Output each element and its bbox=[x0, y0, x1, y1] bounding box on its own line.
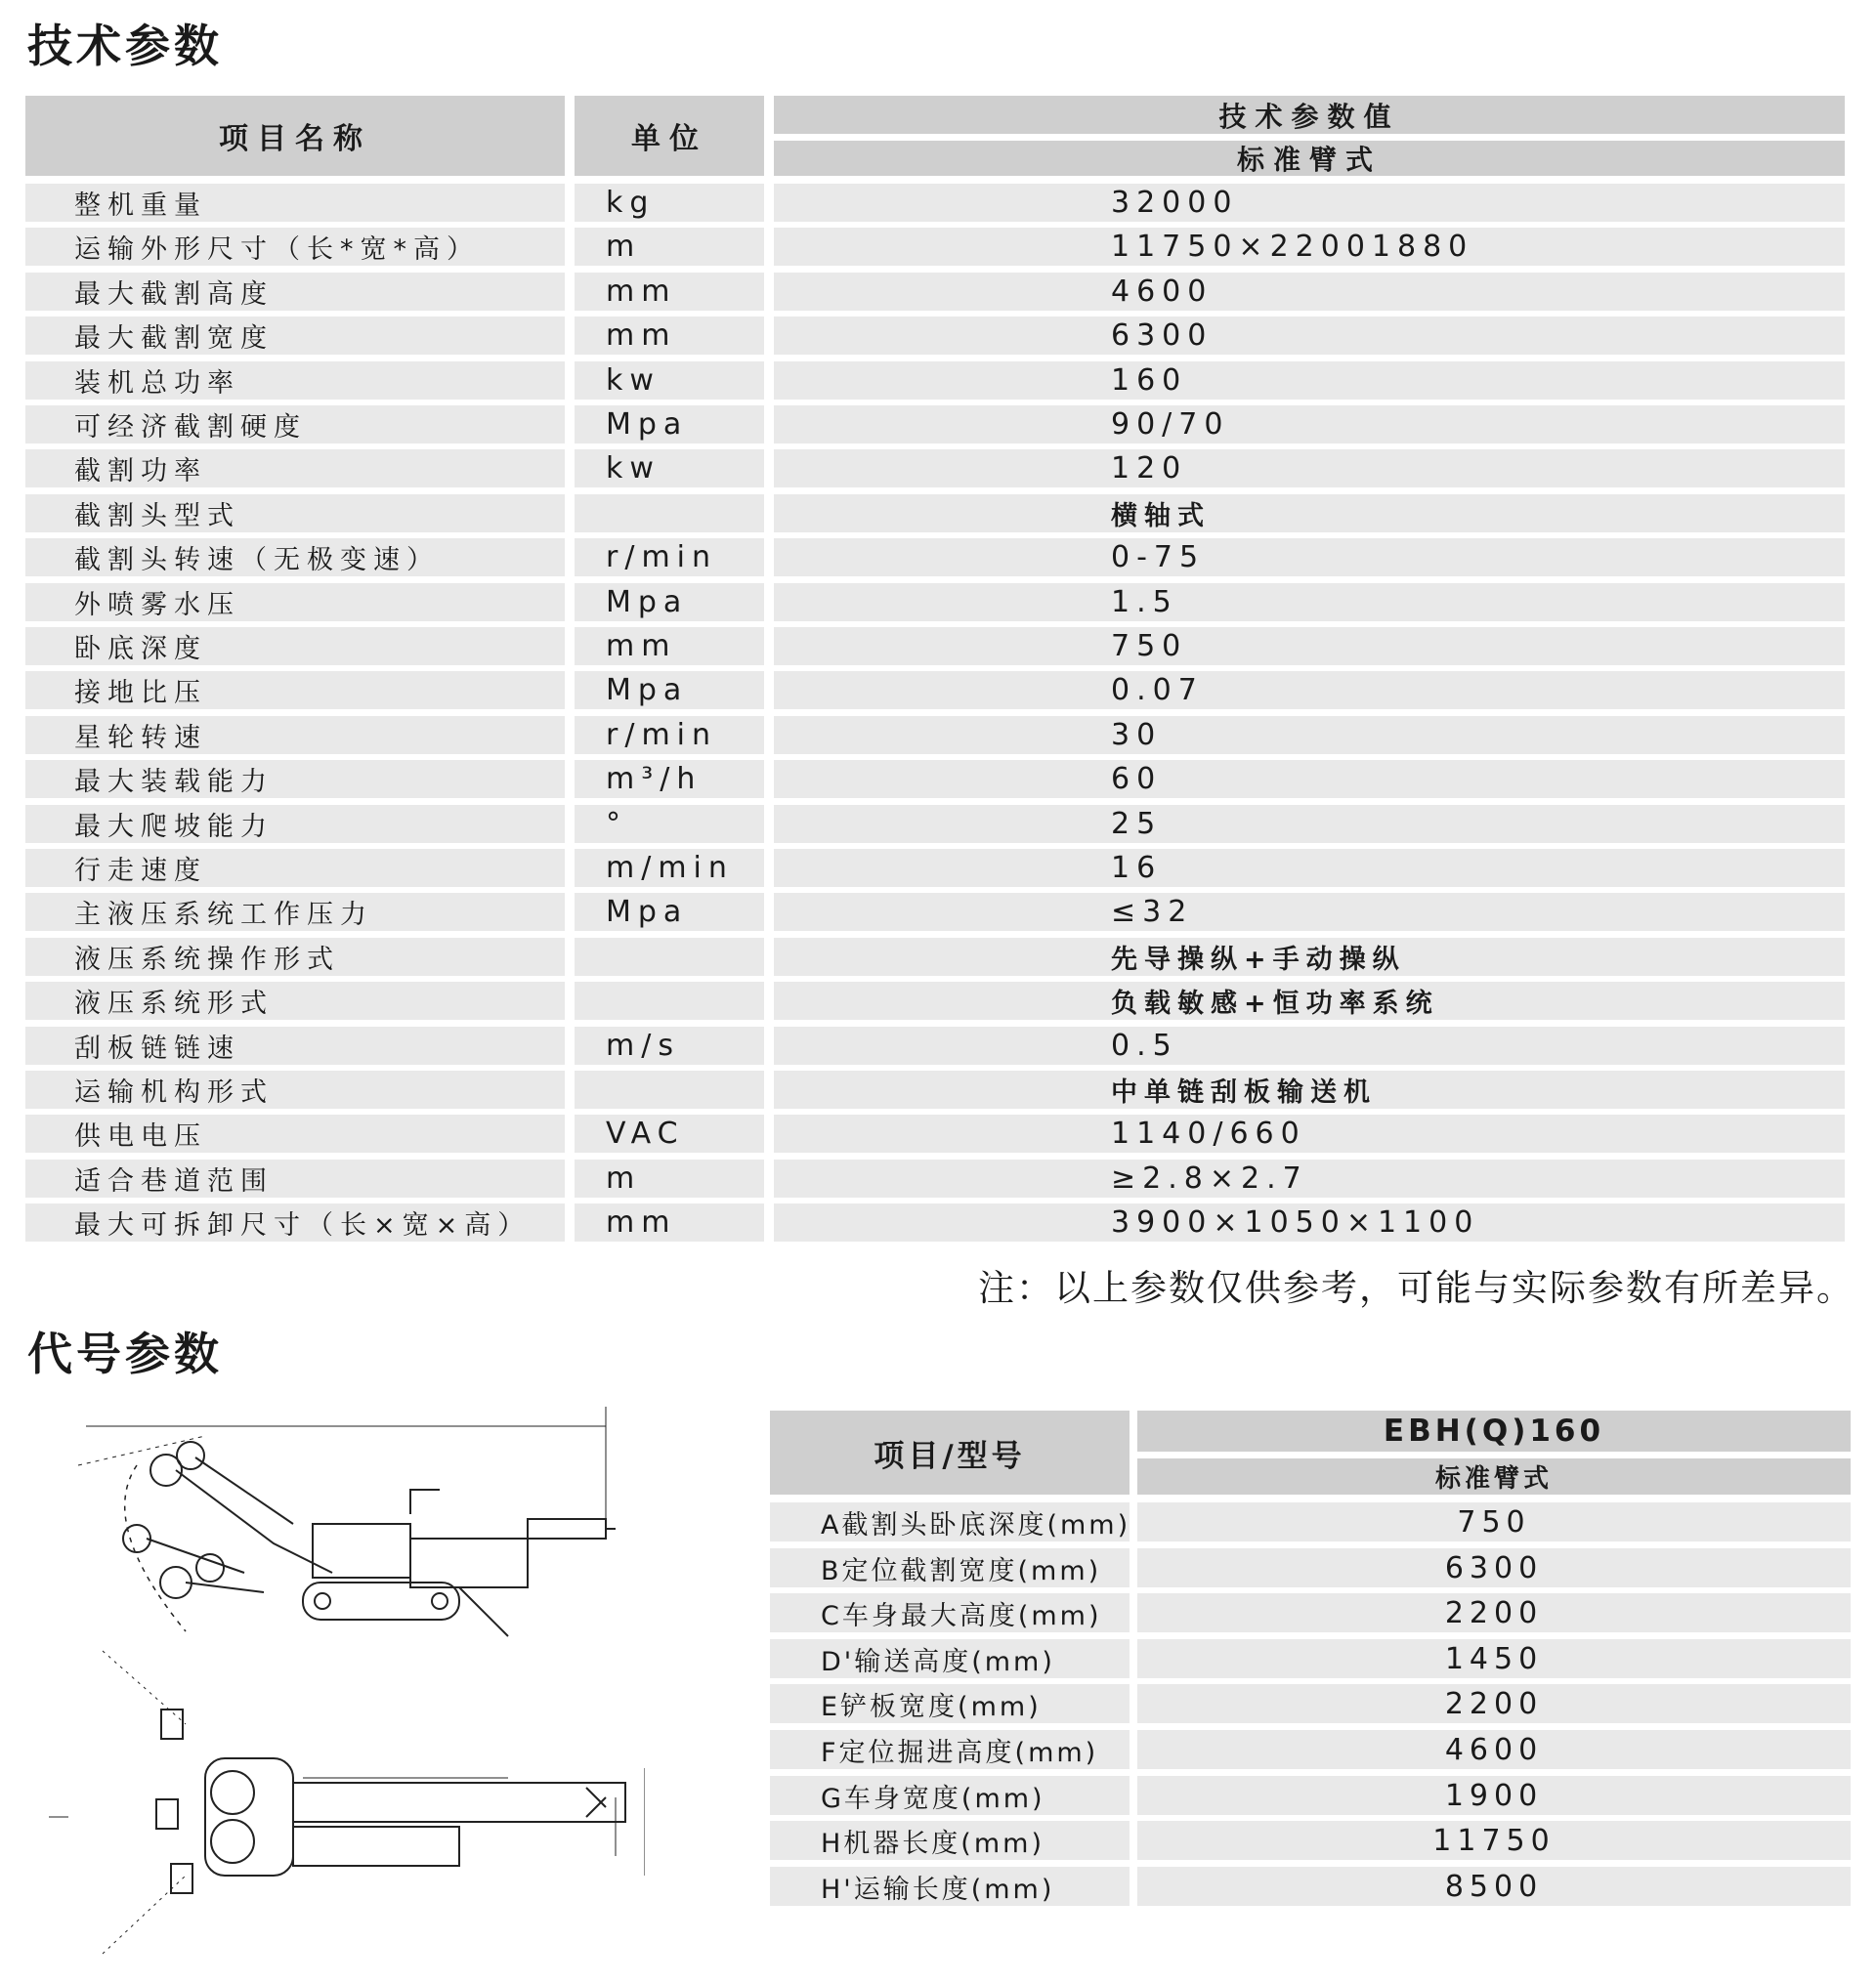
spec-header-value: 技术参数值 bbox=[774, 96, 1845, 134]
code-row-value: 2200 bbox=[1137, 1684, 1851, 1723]
code-row-value: 2200 bbox=[1137, 1593, 1851, 1632]
spec-row-value: 中单链刮板输送机 bbox=[774, 1071, 1845, 1109]
spec-row-name: 最大爬坡能力 bbox=[25, 805, 565, 843]
spec-row-unit: Mpa bbox=[575, 671, 764, 709]
code-row-name: D'输送高度(mm) bbox=[770, 1639, 1130, 1678]
spec-row-unit: m/min bbox=[575, 849, 764, 887]
spec-row-unit bbox=[575, 982, 764, 1020]
spec-row-unit: kw bbox=[575, 449, 764, 487]
spec-row-unit: kg bbox=[575, 184, 764, 222]
code-row-value: 750 bbox=[1137, 1502, 1851, 1541]
spec-row-value: 16 bbox=[774, 849, 1845, 887]
spec-row-name: 适合巷道范围 bbox=[25, 1160, 565, 1198]
spec-row-unit: m bbox=[575, 228, 764, 266]
spec-row-value: 6300 bbox=[774, 317, 1845, 355]
spec-header-unit: 单位 bbox=[575, 96, 764, 176]
code-row-value: 1450 bbox=[1137, 1639, 1851, 1678]
spec-row-name: 外喷雾水压 bbox=[25, 583, 565, 621]
spec-row-name: 整机重量 bbox=[25, 184, 565, 222]
code-header-name: 项目/型号 bbox=[770, 1411, 1130, 1495]
code-row-name: F定位掘进高度(mm) bbox=[770, 1730, 1130, 1769]
spec-row-unit bbox=[575, 1071, 764, 1109]
spec-row-unit: Mpa bbox=[575, 893, 764, 931]
spec-row-name: 液压系统形式 bbox=[25, 982, 565, 1020]
spec-row-name: 可经济截割硬度 bbox=[25, 405, 565, 443]
spec-row-value: 25 bbox=[774, 805, 1845, 843]
code-row-name: H机器长度(mm) bbox=[770, 1821, 1130, 1860]
spec-row-name: 星轮转速 bbox=[25, 716, 565, 754]
spec-row-value: ≤32 bbox=[774, 893, 1845, 931]
spec-row-value: 30 bbox=[774, 716, 1845, 754]
spec-row-unit: VAC bbox=[575, 1115, 764, 1153]
spec-row-value: 750 bbox=[774, 627, 1845, 665]
spec-row-name: 接地比压 bbox=[25, 671, 565, 709]
spec-row-name: 运输机构形式 bbox=[25, 1071, 565, 1109]
spec-row-name: 运输外形尺寸（长*宽*高） bbox=[25, 228, 565, 266]
spec-row-unit: m/s bbox=[575, 1027, 764, 1065]
spec-row-unit: mm bbox=[575, 317, 764, 355]
spec-row-unit: r/min bbox=[575, 538, 764, 576]
spec-row-name: 供电电压 bbox=[25, 1115, 565, 1153]
spec-row-unit bbox=[575, 494, 764, 532]
code-row-value: 8500 bbox=[1137, 1867, 1851, 1906]
spec-row-unit: m³/h bbox=[575, 760, 764, 798]
code-row-name: C车身最大高度(mm) bbox=[770, 1593, 1130, 1632]
code-row-value: 1900 bbox=[1137, 1776, 1851, 1815]
spec-row-name: 截割头转速（无极变速） bbox=[25, 538, 565, 576]
spec-header-name: 项目名称 bbox=[25, 96, 565, 176]
spec-row-value: 横轴式 bbox=[774, 494, 1845, 532]
code-row-value: 11750 bbox=[1137, 1821, 1851, 1860]
code-header-model: EBH(Q)160 bbox=[1137, 1411, 1851, 1452]
spec-row-value: 32000 bbox=[774, 184, 1845, 222]
spec-row-unit: Mpa bbox=[575, 583, 764, 621]
spec-header-sub: 标准臂式 bbox=[774, 141, 1845, 176]
spec-row-name: 刮板链链速 bbox=[25, 1027, 565, 1065]
spec-row-unit: Mpa bbox=[575, 405, 764, 443]
spec-row-name: 液压系统操作形式 bbox=[25, 938, 565, 976]
spec-row-value: 60 bbox=[774, 760, 1845, 798]
spec-row-value: 0.07 bbox=[774, 671, 1845, 709]
code-row-name: H'运输长度(mm) bbox=[770, 1867, 1130, 1906]
spec-row-value: 先导操纵+手动操纵 bbox=[774, 938, 1845, 976]
spec-row-value: 0-75 bbox=[774, 538, 1845, 576]
spec-section-title: 技术参数 bbox=[27, 20, 223, 72]
machine-line-drawing-icon bbox=[20, 1397, 645, 1973]
spec-row-value: 3900×1050×1100 bbox=[774, 1203, 1845, 1242]
code-row-name: B定位截割宽度(mm) bbox=[770, 1548, 1130, 1587]
spec-row-name: 装机总功率 bbox=[25, 361, 565, 400]
spec-row-value: 120 bbox=[774, 449, 1845, 487]
spec-row-value: 160 bbox=[774, 361, 1845, 400]
spec-row-unit: r/min bbox=[575, 716, 764, 754]
spec-row-value: 0.5 bbox=[774, 1027, 1845, 1065]
spec-row-unit bbox=[575, 938, 764, 976]
spec-row-unit: mm bbox=[575, 1203, 764, 1242]
spec-row-unit: m bbox=[575, 1160, 764, 1198]
disclaimer-note: 注：以上参数仅供参考，可能与实际参数有所差异。 bbox=[978, 1267, 1855, 1309]
spec-row-value: 1140/660 bbox=[774, 1115, 1845, 1153]
spec-row-value: 1.5 bbox=[774, 583, 1845, 621]
spec-row-unit: mm bbox=[575, 627, 764, 665]
spec-row-name: 行走速度 bbox=[25, 849, 565, 887]
spec-row-value: 11750×22001880 bbox=[774, 228, 1845, 266]
spec-row-value: 90/70 bbox=[774, 405, 1845, 443]
spec-row-unit: kw bbox=[575, 361, 764, 400]
spec-row-name: 截割头型式 bbox=[25, 494, 565, 532]
spec-row-value: ≥2.8×2.7 bbox=[774, 1160, 1845, 1198]
spec-row-name: 卧底深度 bbox=[25, 627, 565, 665]
spec-row-name: 最大装载能力 bbox=[25, 760, 565, 798]
spec-row-name: 最大截割宽度 bbox=[25, 317, 565, 355]
spec-row-name: 最大可拆卸尺寸（长×宽×高） bbox=[25, 1203, 565, 1242]
spec-row-name: 最大截割高度 bbox=[25, 273, 565, 311]
spec-row-value: 负载敏感+恒功率系统 bbox=[774, 982, 1845, 1020]
code-header-sub: 标准臂式 bbox=[1137, 1458, 1851, 1495]
code-row-name: A截割头卧底深度(mm) bbox=[770, 1502, 1130, 1541]
code-row-value: 4600 bbox=[1137, 1730, 1851, 1769]
code-section-title: 代号参数 bbox=[27, 1328, 223, 1380]
code-row-name: G车身宽度(mm) bbox=[770, 1776, 1130, 1815]
spec-row-value: 4600 bbox=[774, 273, 1845, 311]
spec-row-unit: ° bbox=[575, 805, 764, 843]
spec-row-name: 截割功率 bbox=[25, 449, 565, 487]
spec-row-name: 主液压系统工作压力 bbox=[25, 893, 565, 931]
spec-row-unit: mm bbox=[575, 273, 764, 311]
code-row-value: 6300 bbox=[1137, 1548, 1851, 1587]
code-row-name: E铲板宽度(mm) bbox=[770, 1684, 1130, 1723]
